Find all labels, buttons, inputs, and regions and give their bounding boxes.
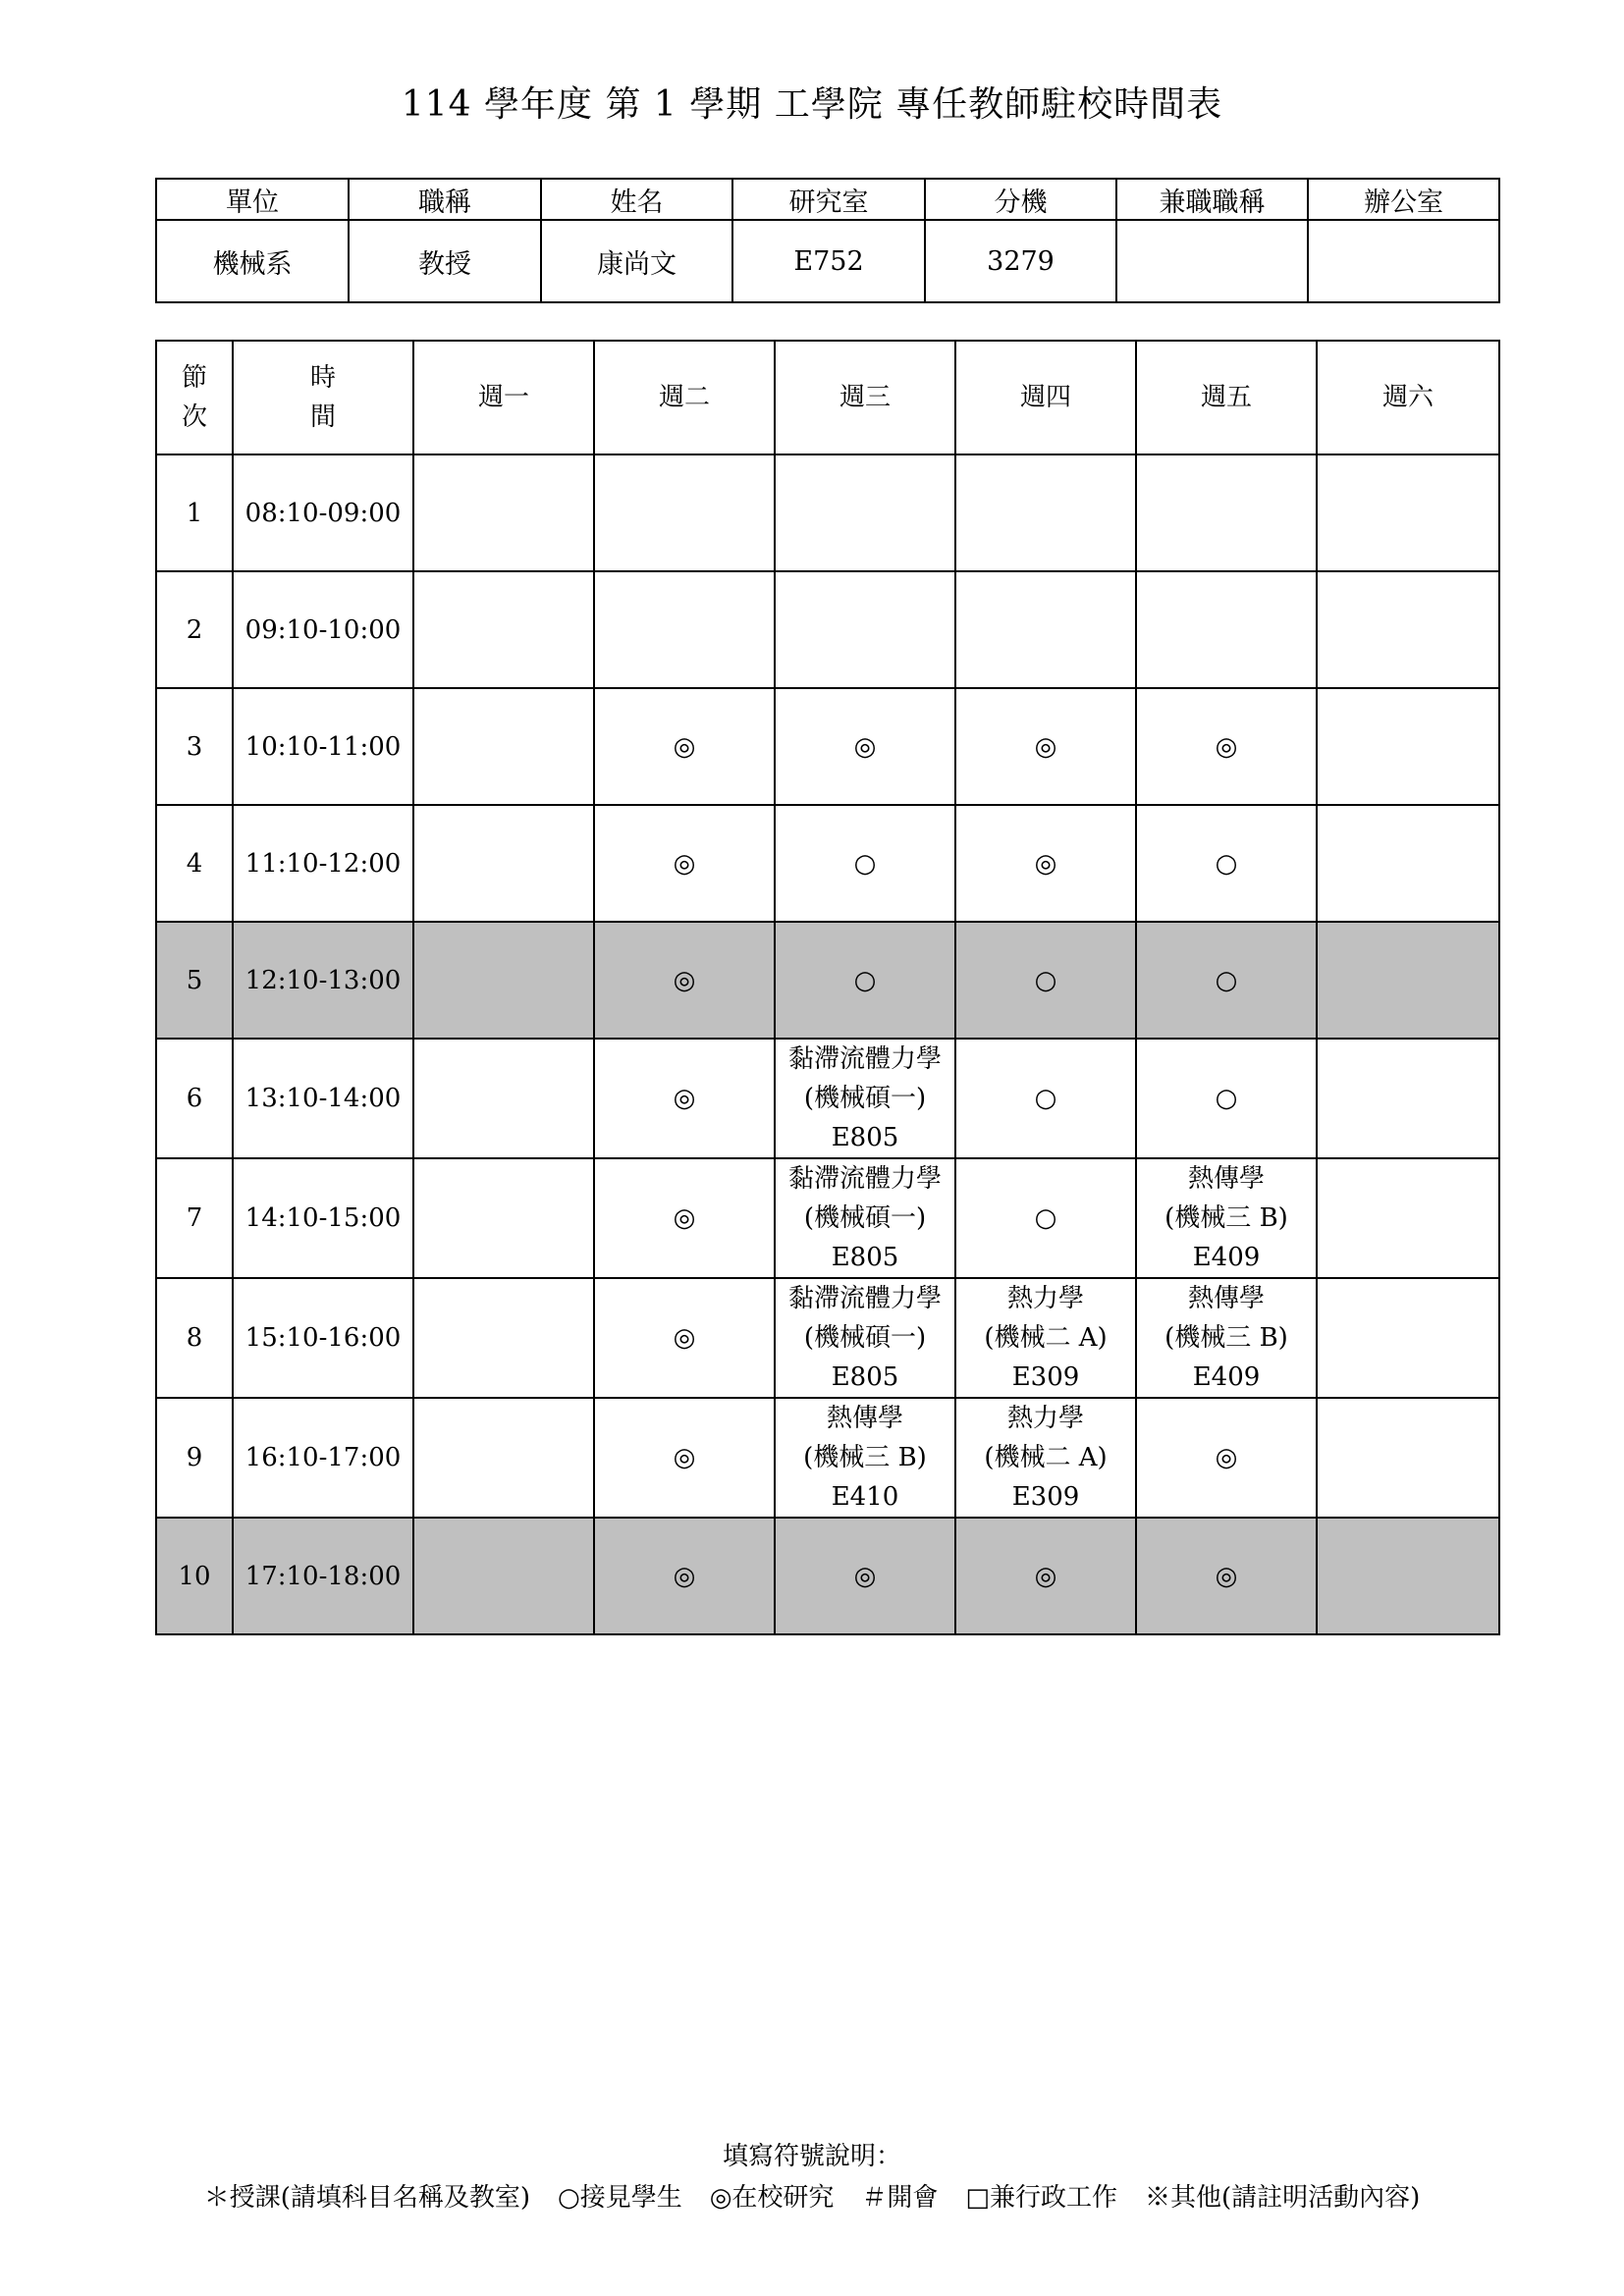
cell-text-line: ◎ <box>1034 848 1057 879</box>
cell-text-line: E409 <box>1192 1243 1261 1272</box>
cell-text-line: ◎ <box>1215 1443 1238 1472</box>
cell-text-line: (機械三 B) <box>1164 1323 1288 1353</box>
schedule-cell <box>775 1398 955 1518</box>
schedule-cell <box>775 571 955 688</box>
schedule-cell <box>594 1158 775 1278</box>
cell-text-line: 節 <box>181 363 207 393</box>
schedule-row <box>156 1518 1499 1634</box>
cell-text-line: ◎ <box>673 731 696 762</box>
header-period <box>156 341 233 454</box>
info-header-concurrent-title: 兼職職稱 <box>1116 179 1308 220</box>
schedule-cell <box>594 1518 775 1634</box>
cell-text-line: 黏滯流體力學 <box>787 1284 942 1313</box>
schedule-row <box>156 922 1499 1039</box>
schedule-cell <box>955 805 1136 922</box>
schedule-cell <box>1136 805 1317 922</box>
schedule-cell <box>955 1158 1136 1278</box>
info-header-unit: 單位 <box>156 179 349 220</box>
schedule-cell <box>775 922 955 1039</box>
schedule-row <box>156 1039 1499 1158</box>
schedule-row <box>156 1158 1499 1278</box>
schedule-cell <box>413 454 594 571</box>
period-cell: 1 <box>156 454 233 571</box>
schedule-cell <box>1136 1518 1317 1634</box>
period-cell: 9 <box>156 1398 233 1518</box>
cell-text-line: ○ <box>1034 965 1057 995</box>
schedule-cell <box>1136 571 1317 688</box>
cell-text-line: ○ <box>1034 1203 1057 1233</box>
cell-text-line: 時 <box>309 363 336 393</box>
cell-text-line: 熱傳學 <box>1187 1164 1265 1194</box>
cell-text-line: (機械碩一) <box>803 1084 927 1113</box>
cell-text-line: ○ <box>853 965 877 995</box>
schedule-cell <box>775 688 955 805</box>
cell-text-line: ◎ <box>1034 1561 1057 1591</box>
info-value-rank: 教授 <box>349 220 541 302</box>
legend-item: □兼行政工作 <box>965 2183 1117 2213</box>
time-cell: 09:10-10:00 <box>233 571 413 688</box>
schedule-cell <box>955 922 1136 1039</box>
info-header-name: 姓名 <box>541 179 732 220</box>
schedule-cell <box>594 454 775 571</box>
period-cell: 3 <box>156 688 233 805</box>
schedule-cell <box>594 1278 775 1398</box>
schedule-cell <box>1136 1398 1317 1518</box>
header-day: 週五 <box>1136 341 1317 454</box>
legend-title: 填寫符號說明： <box>722 2142 901 2171</box>
cell-text-line: E309 <box>1011 1362 1080 1392</box>
schedule-row <box>156 454 1499 571</box>
info-header-extension: 分機 <box>925 179 1116 220</box>
schedule-cell <box>1317 805 1499 922</box>
cell-text-line: (機械碩一) <box>803 1323 927 1353</box>
info-value-name: 康尚文 <box>541 220 732 302</box>
schedule-cell <box>594 1398 775 1518</box>
header-time <box>233 341 413 454</box>
cell-text-line: E805 <box>831 1362 899 1392</box>
schedule-cell <box>1136 922 1317 1039</box>
header-day: 週四 <box>955 341 1136 454</box>
legend <box>0 2177 1624 2214</box>
cell-text-line: ◎ <box>1034 731 1057 762</box>
schedule-cell <box>594 688 775 805</box>
time-cell: 15:10-16:00 <box>233 1278 413 1398</box>
schedule-cell <box>413 1398 594 1518</box>
schedule-cell <box>1317 1039 1499 1158</box>
cell-text-line: ◎ <box>673 848 696 879</box>
schedule-cell <box>413 688 594 805</box>
schedule-cell <box>775 805 955 922</box>
schedule-cell <box>413 1278 594 1398</box>
schedule-cell <box>1136 1039 1317 1158</box>
schedule-cell <box>1317 1278 1499 1398</box>
schedule-row <box>156 1278 1499 1398</box>
schedule-cell <box>1317 1518 1499 1634</box>
info-value-office <box>1308 220 1499 302</box>
schedule-header-row <box>156 341 1499 454</box>
header-day: 週三 <box>775 341 955 454</box>
cell-text-line: E805 <box>831 1243 899 1272</box>
period-cell: 6 <box>156 1039 233 1158</box>
cell-text-line: ◎ <box>673 1203 696 1233</box>
page-title: 114 學年度 第 1 學期 工學院 專任教師駐校時間表 <box>401 84 1223 125</box>
info-header-row <box>156 179 1499 220</box>
period-cell: 5 <box>156 922 233 1039</box>
info-header-office: 辦公室 <box>1308 179 1499 220</box>
period-cell: 10 <box>156 1518 233 1634</box>
schedule-cell <box>1136 1158 1317 1278</box>
cell-text-line: 黏滯流體力學 <box>787 1044 942 1074</box>
cell-text-line: ◎ <box>673 1561 696 1591</box>
info-value-lab: E752 <box>732 220 925 302</box>
time-cell: 08:10-09:00 <box>233 454 413 571</box>
schedule-cell <box>413 1158 594 1278</box>
schedule-cell <box>594 922 775 1039</box>
schedule-cell <box>1317 1158 1499 1278</box>
schedule-cell <box>955 688 1136 805</box>
header-day: 週二 <box>594 341 775 454</box>
legend-item: ○接見學生 <box>558 2183 682 2213</box>
info-value-extension: 3279 <box>925 220 1116 302</box>
schedule-cell <box>1317 1398 1499 1518</box>
cell-text-line: E410 <box>831 1482 899 1512</box>
cell-text-line: (機械碩一) <box>803 1203 927 1233</box>
cell-text-line: E309 <box>1011 1482 1080 1512</box>
schedule-cell <box>594 571 775 688</box>
schedule-cell <box>1317 454 1499 571</box>
cell-text-line: (機械二 A) <box>984 1323 1108 1353</box>
cell-text-line: 熱傳學 <box>826 1404 903 1433</box>
time-cell: 16:10-17:00 <box>233 1398 413 1518</box>
period-cell: 2 <box>156 571 233 688</box>
schedule-cell <box>1136 1278 1317 1398</box>
cell-text-line: 熱力學 <box>1006 1284 1084 1313</box>
legend-item: ＊授課(請填科目名稱及教室) <box>203 2183 531 2213</box>
info-header-rank: 職稱 <box>349 179 541 220</box>
cell-text-line: 間 <box>309 402 336 432</box>
schedule-cell <box>413 922 594 1039</box>
legend-item: ＃開會 <box>861 2183 939 2213</box>
schedule-cell <box>955 1039 1136 1158</box>
cell-text-line: 熱力學 <box>1006 1404 1084 1433</box>
schedule-cell <box>594 1039 775 1158</box>
cell-text-line: ◎ <box>673 1443 696 1472</box>
info-value-concurrent-title <box>1116 220 1308 302</box>
schedule-cell <box>775 454 955 571</box>
schedule-cell <box>955 1278 1136 1398</box>
info-value-unit: 機械系 <box>156 220 349 302</box>
schedule-cell <box>413 805 594 922</box>
period-cell: 4 <box>156 805 233 922</box>
cell-text-line: ○ <box>1215 848 1238 879</box>
schedule-cell <box>1317 922 1499 1039</box>
cell-text-line: ◎ <box>853 731 877 762</box>
schedule-cell <box>1136 688 1317 805</box>
time-cell: 10:10-11:00 <box>233 688 413 805</box>
schedule-cell <box>1317 688 1499 805</box>
schedule-row <box>156 1398 1499 1518</box>
schedule-cell <box>775 1278 955 1398</box>
teacher-info-table <box>155 178 1500 303</box>
schedule-row <box>156 688 1499 805</box>
cell-text-line: E409 <box>1192 1362 1261 1392</box>
legend-item: ※其他(請註明活動內容) <box>1144 2183 1421 2213</box>
cell-text-line: ○ <box>1215 965 1238 995</box>
schedule-cell <box>955 1398 1136 1518</box>
period-cell: 7 <box>156 1158 233 1278</box>
cell-text-line: ○ <box>853 848 877 879</box>
cell-text-line: E805 <box>831 1123 899 1152</box>
cell-text-line: 熱傳學 <box>1187 1284 1265 1313</box>
time-cell: 11:10-12:00 <box>233 805 413 922</box>
cell-text-line: ○ <box>1215 1084 1238 1113</box>
schedule-cell <box>955 454 1136 571</box>
legend-item: ◎在校研究 <box>709 2183 835 2213</box>
cell-text-line: ◎ <box>673 965 696 995</box>
cell-text-line: 次 <box>181 402 207 432</box>
schedule-cell <box>413 571 594 688</box>
schedule-cell <box>775 1158 955 1278</box>
info-header-lab: 研究室 <box>732 179 925 220</box>
info-value-row <box>156 220 1499 302</box>
cell-text-line: ◎ <box>673 1084 696 1113</box>
cell-text-line: (機械三 B) <box>1164 1203 1288 1233</box>
header-day: 週六 <box>1317 341 1499 454</box>
schedule-cell <box>413 1518 594 1634</box>
cell-text-line: ◎ <box>1215 731 1238 762</box>
cell-text-line: (機械三 B) <box>803 1443 927 1472</box>
schedule-cell <box>413 1039 594 1158</box>
time-cell: 14:10-15:00 <box>233 1158 413 1278</box>
cell-text-line: 黏滯流體力學 <box>787 1164 942 1194</box>
schedule-cell <box>775 1039 955 1158</box>
schedule-row <box>156 805 1499 922</box>
header-day: 週一 <box>413 341 594 454</box>
time-cell: 12:10-13:00 <box>233 922 413 1039</box>
cell-text-line: ◎ <box>1215 1561 1238 1591</box>
schedule-cell <box>955 1518 1136 1634</box>
cell-text-line: ◎ <box>673 1323 696 1353</box>
time-cell: 17:10-18:00 <box>233 1518 413 1634</box>
schedule-cell <box>955 571 1136 688</box>
cell-text-line: ○ <box>1034 1084 1057 1113</box>
schedule-cell <box>1317 571 1499 688</box>
cell-text-line: (機械二 A) <box>984 1443 1108 1472</box>
period-cell: 8 <box>156 1278 233 1398</box>
cell-text-line: ◎ <box>853 1561 877 1591</box>
time-cell: 13:10-14:00 <box>233 1039 413 1158</box>
schedule-table <box>155 340 1500 1635</box>
schedule-row <box>156 571 1499 688</box>
schedule-cell <box>1136 454 1317 571</box>
schedule-cell <box>775 1518 955 1634</box>
schedule-cell <box>594 805 775 922</box>
